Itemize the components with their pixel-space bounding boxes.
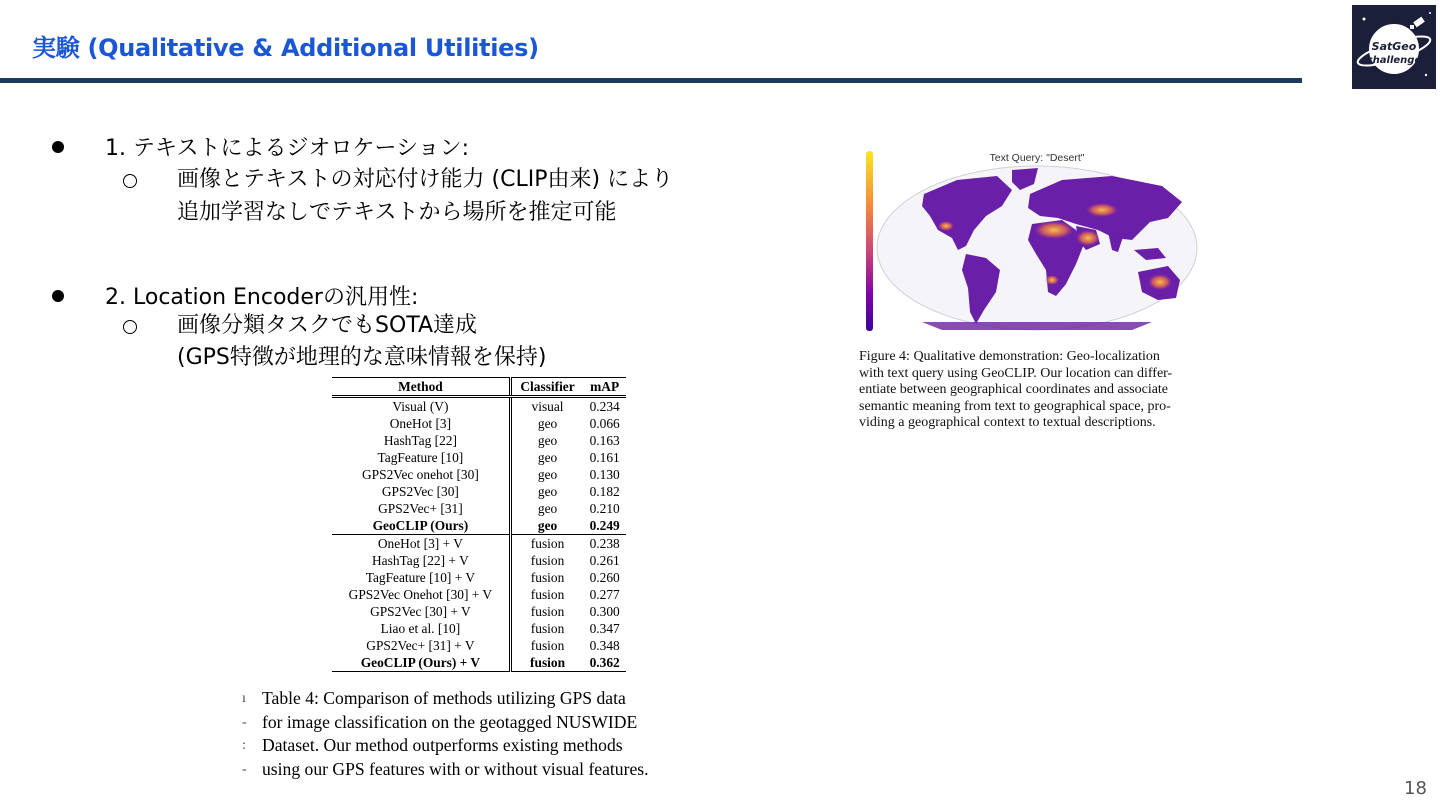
header-map: mAP [583, 378, 626, 397]
table-row [332, 586, 626, 603]
cell-classifier: fusion [510, 535, 583, 553]
header-method: Method [332, 378, 510, 397]
cell-map: 0.066 [589, 416, 620, 431]
sub-bullet-circle [123, 174, 137, 188]
hotspot-australia [1148, 274, 1172, 290]
table-caption-line [238, 758, 708, 782]
cell-classifier: geo [510, 483, 583, 500]
table-row [332, 397, 626, 416]
table-row [332, 500, 626, 517]
cell-method: GPS2Vec+ [31] + V [366, 638, 475, 653]
cell-classifier: geo [510, 432, 583, 449]
cell-classifier: fusion [510, 603, 583, 620]
figure-caption-line: Figure 4: Qualitative demonstration: Geo-localization [859, 349, 1160, 364]
cell-map: 0.161 [589, 450, 620, 465]
hotspot-north-america [938, 221, 954, 231]
table-caption-line [238, 734, 708, 758]
colorbar [866, 151, 873, 331]
cell-classifier: geo [510, 466, 583, 483]
cell-map: 0.347 [589, 621, 620, 636]
desert-query-map-figure [862, 146, 1208, 336]
cell-classifier: geo [510, 500, 583, 517]
figure-caption-line: with text query using GeoCLIP. Our location can differ- [859, 365, 1173, 381]
cell-map: 0.210 [589, 501, 620, 516]
world-heatmap [862, 146, 1208, 336]
caption-line-text: Dataset. Our method outperforms existing methods [262, 735, 623, 755]
caption-line-text: for image classification on the geotagged NUSWIDE [262, 711, 638, 732]
logo-graphic [1352, 5, 1436, 89]
table-row [332, 432, 626, 449]
bullet-1-text: 1. テキストによるジオロケーション: [105, 136, 470, 161]
caption-margin-mark: - [242, 761, 247, 777]
cell-map: 0.163 [589, 433, 620, 448]
table-row [332, 620, 626, 637]
hotspot-sahara [1034, 221, 1074, 239]
cell-map: 0.234 [589, 399, 620, 414]
hotspot-kalahari [1045, 275, 1059, 285]
sub-bullet-circle [123, 320, 137, 334]
table-row [332, 466, 626, 483]
cell-map: 0.362 [583, 654, 626, 672]
cell-method: TagFeature [10] [377, 450, 464, 465]
table-row [332, 415, 626, 432]
hotspot-central-asia [1086, 203, 1118, 217]
cell-method: Liao et al. [10] [380, 621, 461, 636]
table-row [332, 449, 626, 466]
table-caption [238, 687, 708, 781]
cell-map: 0.261 [589, 553, 620, 568]
table-row [332, 535, 626, 553]
cell-method: GPS2Vec [30] + V [370, 604, 471, 619]
bullet-dot-marker [52, 290, 64, 302]
caption-margin-mark: : [242, 738, 246, 753]
bullet-2-sub-1: 画像分類タスクでもSOTA達成 [177, 313, 478, 338]
page-number: 18 [1404, 778, 1427, 799]
cell-method: GeoCLIP (Ours) + V [332, 654, 510, 672]
cell-map: 0.249 [583, 517, 626, 535]
cell-map: 0.260 [589, 570, 620, 585]
cell-classifier: fusion [510, 637, 583, 654]
cell-classifier: geo [510, 449, 583, 466]
caption-line-text: using our GPS features with or without visual features. [262, 758, 649, 779]
cell-classifier: fusion [510, 620, 583, 637]
logo-text-2: challenge [1366, 55, 1422, 66]
table-row [332, 654, 626, 672]
table-caption-line [238, 687, 708, 711]
cell-method: GPS2Vec [30] [381, 484, 459, 499]
results-table [332, 377, 626, 672]
table-row [332, 569, 626, 586]
cell-map: 0.277 [589, 587, 620, 602]
hotspot-arabia [1076, 230, 1100, 246]
cell-method: GPS2Vec+ [31] [378, 501, 463, 516]
cell-classifier: geo [510, 415, 583, 432]
cell-map: 0.300 [589, 604, 620, 619]
cell-method: HashTag [22] [383, 433, 457, 448]
cell-method: HashTag [22] + V [372, 553, 469, 568]
bullet-1-sub-1: 画像とテキストの対応付け能力 (CLIP由来) により [177, 167, 674, 192]
table-body [332, 397, 626, 672]
bullet-2-sub-2: (GPS特徴が地理的な意味情報を保持) [177, 345, 547, 370]
map-antarctica [922, 322, 1152, 330]
figure-caption-line: viding a geographical context to textual descriptions. [859, 415, 1156, 431]
cell-method: GPS2Vec onehot [30] [362, 467, 479, 482]
cell-classifier: geo [510, 517, 583, 535]
bullet-list [0, 0, 800, 400]
cell-method: GPS2Vec Onehot [30] + V [348, 587, 493, 602]
cell-classifier: visual [510, 397, 583, 416]
slide-title: 実験 (Qualitative & Additional Utilities) [32, 34, 539, 62]
cell-classifier: fusion [510, 552, 583, 569]
bullet-2-text: 2. Location Encoderの汎用性: [105, 285, 419, 310]
cell-classifier: fusion [510, 569, 583, 586]
cell-method: OneHot [3] [389, 416, 452, 431]
table-row [332, 603, 626, 620]
table-row [332, 637, 626, 654]
cell-classifier: fusion [510, 654, 583, 672]
table-row [332, 483, 626, 500]
cell-map: 0.238 [589, 536, 620, 551]
figure-caption-line: entiate between geographical coordinates and associate [859, 382, 1169, 398]
cell-method: GeoCLIP (Ours) [332, 517, 510, 535]
table-row [332, 552, 626, 569]
table-header-row [332, 378, 626, 397]
table-caption-line [238, 711, 708, 735]
cell-method: TagFeature [10] + V [365, 570, 476, 585]
figure-caption-line: semantic meaning from text to geographical space, pro- [859, 398, 1171, 414]
map-title: Text Query: "Desert" [989, 152, 1085, 164]
satgeo-challenge-logo [1352, 5, 1436, 89]
cell-method: Visual (V) [392, 399, 449, 414]
caption-margin-mark: - [242, 714, 247, 730]
cell-method: OneHot [3] + V [377, 536, 463, 551]
logo-text-1: SatGeo [1371, 40, 1417, 53]
cell-map: 0.130 [589, 467, 620, 482]
cell-map: 0.182 [589, 484, 620, 499]
results-table-image [332, 377, 626, 672]
cell-classifier: fusion [510, 586, 583, 603]
figure-caption [859, 349, 1209, 432]
header-classifier: Classifier [510, 378, 583, 397]
cell-map: 0.348 [589, 638, 620, 653]
caption-line-text: Table 4: Comparison of methods utilizing GPS data [262, 688, 626, 708]
bullet-1-sub-2: 追加学習なしでテキストから場所を推定可能 [177, 200, 617, 225]
table-row [332, 517, 626, 535]
caption-margin-mark: ı [242, 691, 246, 706]
bullet-dot-marker [52, 141, 64, 153]
